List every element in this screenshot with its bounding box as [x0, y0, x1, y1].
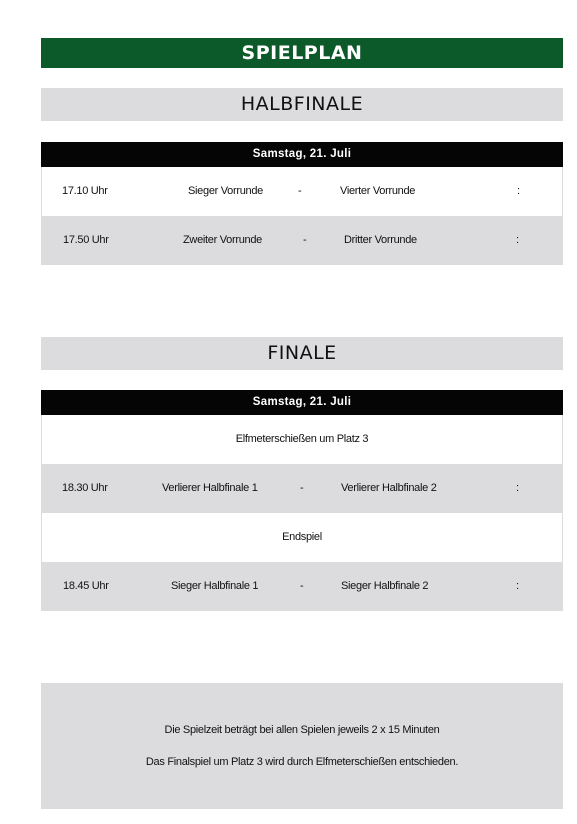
date-bar: Samstag, 21. Juli — [41, 390, 563, 415]
section-heading-halbfinale: HALBFINALE — [41, 88, 563, 121]
match-away: Vierter Vorrunde — [340, 185, 416, 197]
finale-table — [41, 390, 563, 611]
match-away: Verlierer Halbfinale 2 — [341, 482, 437, 494]
match-separator: - — [303, 234, 307, 246]
match-score: : — [516, 580, 519, 592]
table-row-label — [41, 415, 563, 464]
match-separator: - — [300, 580, 304, 592]
page-title: SPIELPLAN — [41, 38, 563, 68]
match-time: 18.45 Uhr — [63, 580, 109, 592]
match-home: Sieger Halbfinale 1 — [171, 580, 259, 592]
match-score: : — [516, 234, 519, 246]
match-score: : — [517, 185, 520, 197]
third-place-label: Elfmeterschießen um Platz 3 — [235, 433, 369, 445]
match-home: Zweiter Vorrunde — [183, 234, 262, 246]
match-away: Dritter Vorrunde — [344, 234, 417, 246]
match-time: 18.30 Uhr — [62, 482, 108, 494]
table-row — [41, 167, 563, 216]
table-row — [41, 562, 563, 611]
match-away: Sieger Halbfinale 2 — [341, 580, 429, 592]
table-row — [41, 216, 563, 265]
info-box — [41, 683, 563, 809]
info-line-playtime: Die Spielzeit beträgt bei allen Spielen jeweils 2 x 15 Minuten — [164, 724, 440, 736]
match-time: 17.50 Uhr — [63, 234, 109, 246]
section-heading-finale: FINALE — [41, 337, 563, 370]
match-time: 17.10 Uhr — [62, 185, 108, 197]
match-home: Verlierer Halbfinale 1 — [162, 482, 258, 494]
match-home: Sieger Vorrunde — [188, 185, 263, 197]
halbfinale-table — [41, 142, 563, 265]
table-row — [41, 464, 563, 513]
match-separator: - — [300, 482, 304, 494]
table-row-label — [41, 513, 563, 562]
info-line-penalty: Das Finalspiel um Platz 3 wird durch Elfmeterschießen entschieden. — [145, 756, 459, 768]
date-bar: Samstag, 21. Juli — [41, 142, 563, 167]
final-label: Endspiel — [282, 531, 322, 543]
match-separator: - — [298, 185, 302, 197]
match-score: : — [516, 482, 519, 494]
